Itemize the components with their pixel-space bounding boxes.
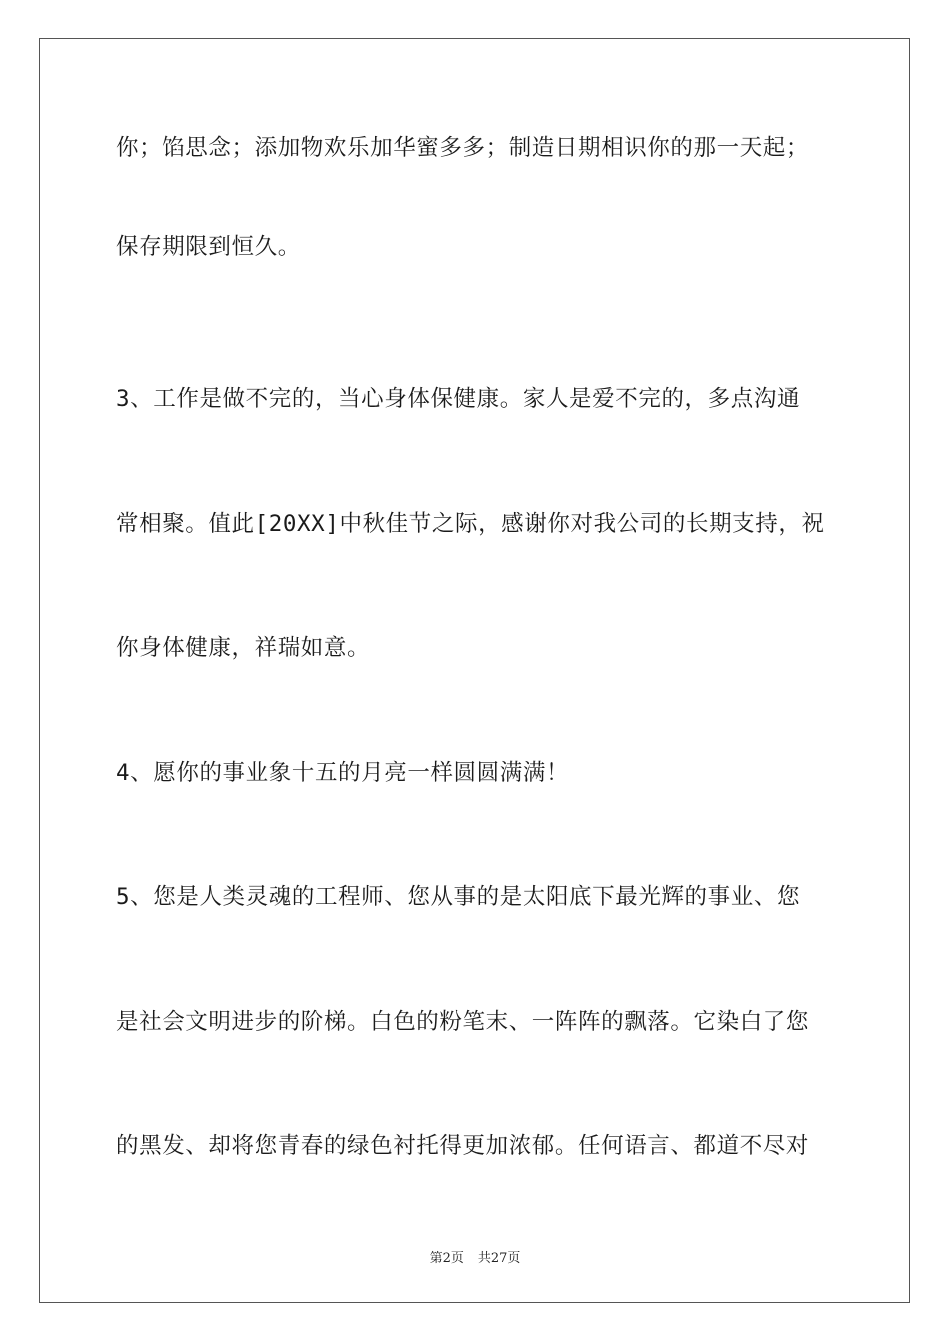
page-footer	[0, 1247, 950, 1266]
text-line: 3、工作是做不完的，当心身体保健康。家人是爱不完的，多点沟通	[116, 386, 801, 412]
text-line: 是社会文明进步的阶梯。白色的粉笔末、一阵阵的飘落。它染白了您	[116, 1009, 810, 1035]
text-line: 保存期限到恒久。	[116, 234, 301, 260]
text-line: 你身体健康，祥瑞如意。	[116, 635, 371, 661]
page-total: 共27页	[477, 1251, 521, 1266]
text-line: 的黑发、却将您青春的绿色衬托得更加浓郁。任何语言、都道不尽对	[116, 1133, 810, 1159]
text-line: 5、您是人类灵魂的工程师、您从事的是太阳底下最光辉的事业、您	[116, 884, 801, 910]
page-number: 第2页	[429, 1251, 464, 1266]
text-line: 常相聚。值此[20XX]中秋佳节之际，感谢你对我公司的长期支持，祝	[116, 511, 825, 537]
text-line: 4、愿你的事业象十五的月亮一样圆圆满满！	[116, 760, 570, 786]
text-line: 你；馅思念；添加物欢乐加华蜜多多；制造日期相识你的那一天起；	[116, 135, 810, 161]
page-frame	[39, 38, 910, 1303]
